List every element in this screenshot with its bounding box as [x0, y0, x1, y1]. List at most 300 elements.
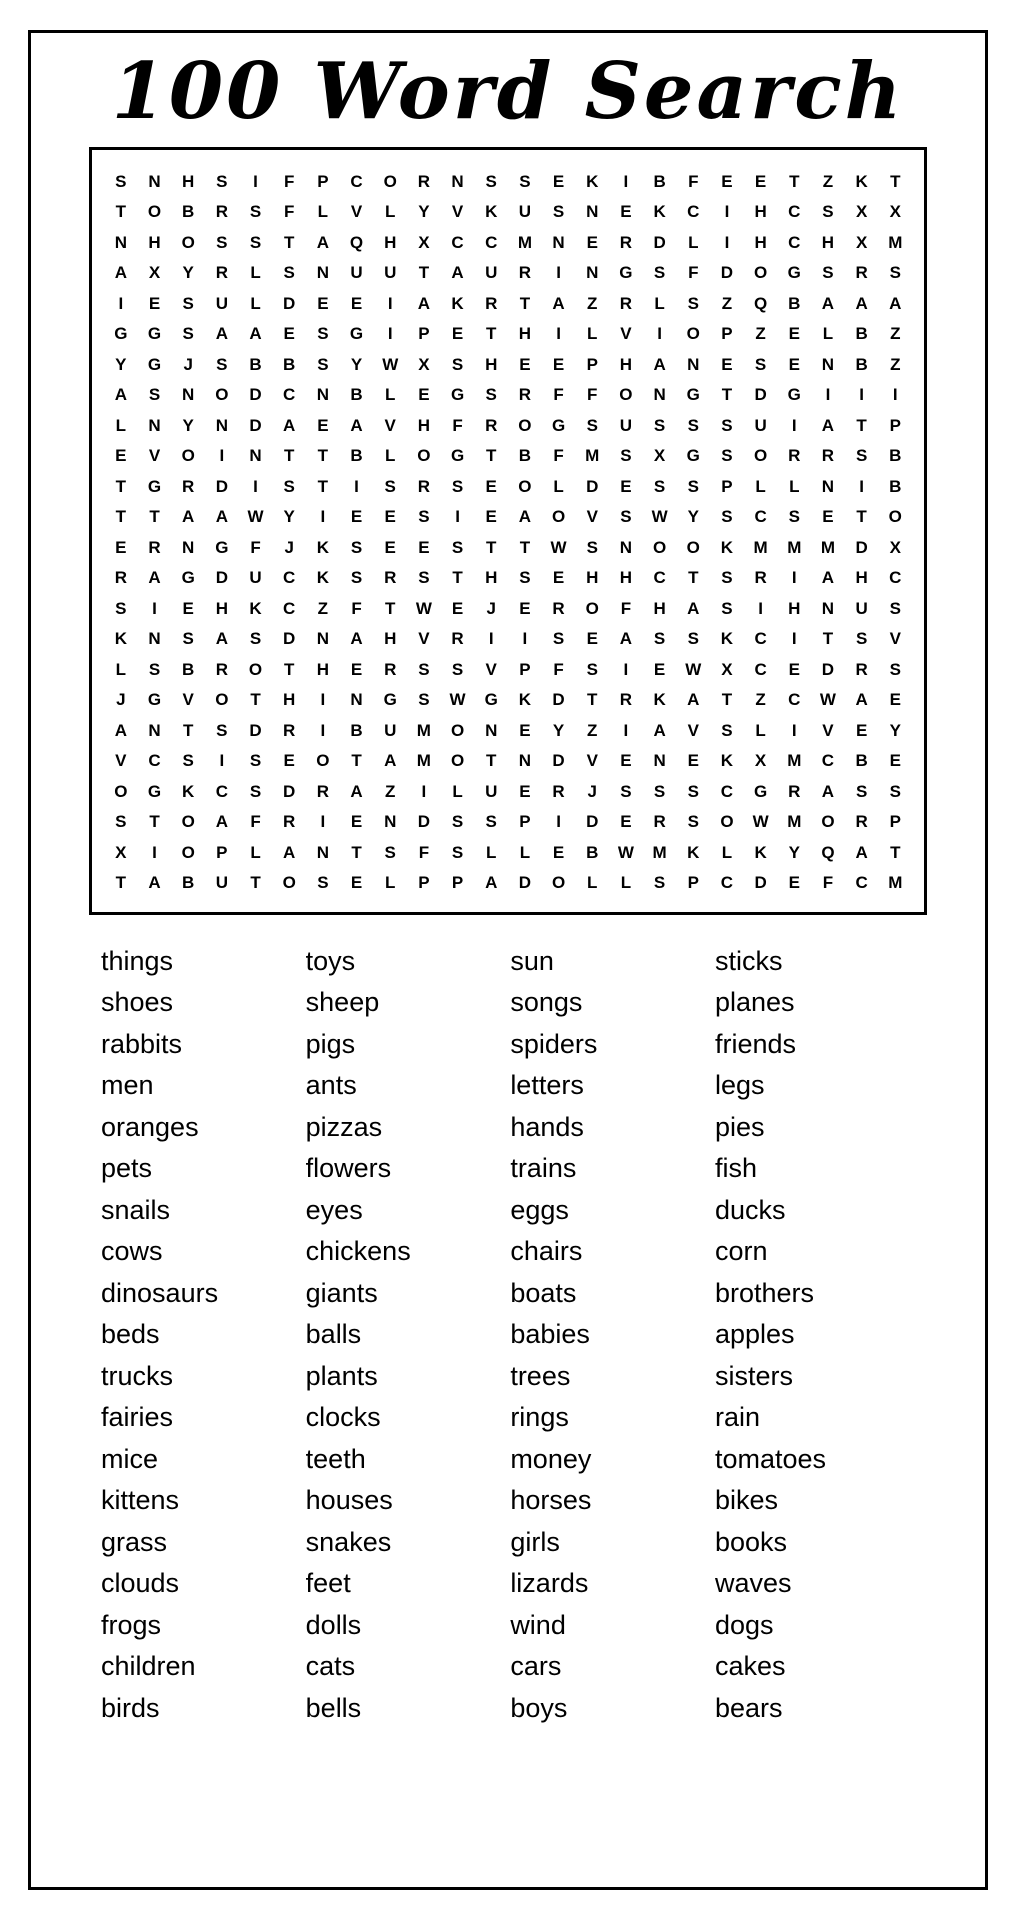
grid-cell: R: [619, 232, 633, 252]
grid-cell: R: [215, 202, 228, 222]
grid-cell: G: [147, 354, 162, 374]
grid-cell: K: [182, 781, 195, 801]
grid-cell: S: [418, 659, 430, 679]
grid-cell: T: [688, 568, 699, 588]
grid-cell: R: [552, 598, 565, 618]
grid-cell: N: [182, 385, 195, 405]
grid-cell: I: [556, 812, 561, 832]
word-list-item: pets: [101, 1153, 153, 1184]
word-list-item: trains: [510, 1153, 577, 1184]
word-list-item: grass: [101, 1526, 168, 1557]
grid-cell: N: [350, 690, 363, 710]
grid-cell: R: [552, 781, 565, 801]
grid-cell: N: [552, 232, 565, 252]
word-list-item: sticks: [714, 945, 783, 976]
grid-row: [104, 166, 912, 197]
grid-cell: E: [552, 354, 565, 374]
grid-cell: E: [620, 751, 632, 771]
grid-cell: A: [249, 324, 262, 344]
grid-cell: O: [551, 507, 566, 527]
grid-cell: I: [623, 171, 629, 191]
grid-cell: D: [754, 385, 767, 405]
grid-cell: F: [553, 385, 564, 405]
grid-cell: H: [619, 568, 633, 588]
grid-cell: A: [283, 842, 296, 862]
grid-cell: E: [384, 537, 396, 557]
grid-cell: O: [147, 202, 162, 222]
grid-cell: H: [417, 415, 431, 435]
grid-cell: G: [787, 385, 801, 405]
grid-cell: R: [485, 415, 498, 435]
word-list-item: flowers: [305, 1153, 392, 1184]
grid-cell: N: [148, 415, 161, 435]
grid-row: [104, 593, 912, 624]
word-list-item: clouds: [101, 1568, 180, 1599]
grid-cell: I: [152, 842, 157, 862]
grid-cell: M: [652, 842, 667, 862]
grid-cell: L: [452, 781, 463, 801]
grid-cell: I: [791, 568, 797, 588]
grid-cell: S: [115, 171, 127, 191]
grid-cell: R: [619, 690, 633, 710]
grid-cell: E: [620, 476, 632, 496]
grid-cell: N: [249, 446, 262, 466]
grid-cell: P: [889, 415, 901, 435]
grid-row: [104, 349, 912, 380]
grid-cell: H: [821, 232, 835, 252]
grid-cell: M: [820, 537, 836, 557]
grid-cell: E: [148, 293, 161, 313]
grid-cell: R: [283, 720, 296, 740]
grid-cell: S: [754, 354, 767, 374]
grid-cell: U: [754, 415, 767, 435]
grid-cell: T: [284, 232, 295, 252]
word-list-item: children: [101, 1651, 196, 1682]
grid-cell: R: [788, 781, 801, 801]
word-search-grid: [89, 147, 927, 915]
grid-cell: B: [855, 751, 868, 771]
grid-cell: W: [247, 507, 264, 527]
grid-cell: R: [653, 812, 666, 832]
grid-cell: T: [486, 537, 497, 557]
grid-cell: S: [418, 507, 430, 527]
grid-cell: O: [686, 537, 700, 557]
grid-cell: N: [619, 537, 633, 557]
grid-cell: O: [417, 446, 431, 466]
grid-cell: E: [721, 354, 733, 374]
grid-cell: S: [687, 293, 699, 313]
grid-cell: S: [687, 476, 699, 496]
grid-cell: P: [519, 659, 531, 679]
grid-cell: U: [215, 293, 228, 313]
grid-cell: S: [519, 171, 531, 191]
grid-cell: H: [619, 354, 633, 374]
word-list-item: pizzas: [305, 1111, 383, 1142]
grid-cell: T: [519, 537, 531, 557]
grid-cell: B: [249, 354, 262, 374]
grid-cell: Z: [587, 720, 598, 740]
grid-cell: S: [552, 629, 565, 649]
grid-cell: H: [283, 690, 296, 710]
grid-cell: S: [687, 812, 699, 832]
grid-cell: N: [821, 598, 835, 618]
grid-cell: O: [585, 598, 599, 618]
word-list-item: eyes: [305, 1194, 363, 1225]
grid-cell: G: [450, 385, 465, 405]
grid-cell: K: [114, 629, 127, 649]
grid-cell: A: [855, 293, 868, 313]
grid-cell: A: [316, 232, 329, 252]
grid-cell: S: [788, 507, 800, 527]
word-list-column: [101, 941, 301, 1877]
grid-cell: G: [619, 263, 633, 283]
grid-cell: C: [215, 781, 228, 801]
grid-cell: E: [620, 812, 632, 832]
grid-cell: S: [451, 476, 464, 496]
grid-cell: S: [855, 781, 868, 801]
grid-cell: T: [351, 842, 362, 862]
grid-cell: T: [351, 751, 362, 771]
grid-cell: U: [518, 202, 532, 222]
grid-cell: E: [317, 415, 329, 435]
grid-cell: A: [821, 781, 835, 801]
grid-cell: D: [754, 873, 767, 893]
grid-cell: C: [754, 659, 767, 679]
grid-cell: T: [721, 690, 733, 710]
word-list-item: frogs: [101, 1609, 162, 1640]
grid-cell: L: [115, 415, 127, 435]
grid-cell: C: [148, 751, 161, 771]
grid-row: [104, 318, 912, 349]
word-list-item: teeth: [305, 1443, 366, 1474]
grid-cell: S: [216, 354, 228, 374]
grid-cell: H: [754, 202, 767, 222]
grid-cell: R: [855, 659, 868, 679]
grid-cell: R: [417, 476, 431, 496]
grid-cell: R: [215, 263, 228, 283]
word-list-item: sheep: [305, 987, 380, 1018]
grid-cell: G: [181, 568, 195, 588]
grid-cell: E: [788, 659, 800, 679]
grid-cell: S: [552, 202, 565, 222]
grid-cell: A: [855, 690, 868, 710]
grid-cell: V: [485, 659, 497, 679]
grid-cell: I: [253, 476, 258, 496]
grid-cell: G: [484, 690, 498, 710]
grid-cell: N: [586, 202, 599, 222]
grid-cell: N: [114, 232, 127, 252]
grid-cell: M: [888, 873, 903, 893]
grid-cell: R: [114, 568, 127, 588]
grid-cell: U: [215, 873, 228, 893]
grid-cell: S: [216, 720, 228, 740]
grid-cell: O: [282, 873, 296, 893]
grid-cell: S: [350, 537, 363, 557]
grid-cell: N: [687, 354, 700, 374]
grid-cell: C: [788, 202, 801, 222]
grid-cell: Q: [821, 842, 835, 862]
grid-cell: V: [350, 202, 363, 222]
grid-cell: H: [788, 598, 801, 618]
grid-cell: S: [216, 171, 228, 191]
grid-cell: L: [755, 720, 766, 740]
grid-cell: L: [250, 293, 261, 313]
grid-cell: V: [115, 751, 127, 771]
grid-cell: J: [183, 354, 193, 374]
grid-cell: E: [620, 202, 632, 222]
grid-cell: T: [486, 324, 497, 344]
grid-cell: Q: [753, 293, 768, 313]
grid-cell: E: [283, 751, 295, 771]
grid-cell: I: [253, 171, 258, 191]
grid-cell: O: [518, 476, 532, 496]
grid-cell: H: [316, 659, 329, 679]
grid-cell: S: [620, 507, 632, 527]
grid-cell: S: [283, 263, 295, 283]
grid-cell: S: [620, 446, 632, 466]
grid-cell: F: [553, 446, 564, 466]
grid-cell: O: [383, 171, 397, 191]
grid-cell: S: [721, 446, 733, 466]
word-list-item: feet: [305, 1568, 351, 1599]
grid-cell: K: [586, 171, 599, 191]
grid-cell: E: [822, 507, 834, 527]
grid-cell: X: [855, 202, 868, 222]
grid-cell: D: [249, 720, 262, 740]
grid-cell: S: [148, 385, 161, 405]
grid-cell: F: [418, 842, 430, 862]
grid-cell: S: [519, 568, 531, 588]
grid-cell: O: [518, 415, 532, 435]
grid-cell: A: [889, 293, 902, 313]
grid-cell: X: [653, 446, 666, 466]
word-list-item: hands: [510, 1111, 584, 1142]
grid-cell: L: [385, 202, 396, 222]
grid-cell: G: [383, 690, 397, 710]
grid-cell: F: [284, 202, 295, 222]
grid-cell: L: [486, 842, 497, 862]
grid-cell: J: [587, 781, 597, 801]
grid-cell: C: [889, 568, 902, 588]
grid-cell: S: [653, 415, 666, 435]
word-list-item: toys: [305, 945, 356, 976]
grid-row: [104, 715, 912, 746]
word-list-item: chickens: [305, 1236, 411, 1267]
grid-cell: L: [755, 476, 766, 496]
grid-cell: S: [182, 629, 194, 649]
grid-cell: J: [284, 537, 294, 557]
grid-cell: X: [148, 263, 161, 283]
grid-cell: I: [724, 232, 730, 252]
grid-cell: E: [687, 751, 699, 771]
grid-cell: T: [115, 507, 127, 527]
word-list-item: trees: [510, 1360, 571, 1391]
grid-cell: Y: [350, 354, 363, 374]
grid-cell: V: [182, 690, 194, 710]
grid-cell: I: [387, 293, 393, 313]
grid-cell: T: [182, 720, 194, 740]
grid-cell: B: [350, 720, 363, 740]
grid-cell: T: [284, 659, 295, 679]
grid-cell: M: [787, 537, 802, 557]
word-list-item: mice: [101, 1443, 159, 1474]
grid-cell: T: [317, 476, 329, 496]
grid-cell: S: [687, 781, 699, 801]
word-list-item: waves: [714, 1568, 792, 1599]
grid-row: [104, 288, 912, 319]
grid-cell: C: [788, 690, 801, 710]
grid-row: [104, 471, 912, 502]
grid-cell: I: [657, 324, 662, 344]
grid-cell: U: [350, 263, 363, 283]
grid-cell: R: [451, 629, 464, 649]
grid-cell: S: [485, 812, 497, 832]
grid-cell: E: [552, 171, 565, 191]
grid-cell: G: [147, 781, 162, 801]
word-list-item: dogs: [714, 1609, 774, 1640]
grid-cell: T: [856, 507, 867, 527]
grid-cell: N: [316, 842, 329, 862]
grid-cell: Y: [788, 842, 800, 862]
grid-cell: T: [115, 873, 127, 893]
grid-cell: T: [418, 263, 430, 283]
grid-cell: L: [822, 324, 834, 344]
grid-cell: R: [855, 812, 868, 832]
grid-cell: P: [216, 842, 228, 862]
page-title: 100 Word Search: [111, 46, 905, 137]
grid-cell: D: [215, 568, 228, 588]
grid-cell: S: [822, 263, 834, 283]
grid-cell: K: [720, 751, 734, 771]
grid-cell: P: [418, 324, 430, 344]
grid-cell: G: [349, 324, 364, 344]
grid-cell: P: [418, 873, 430, 893]
grid-cell: W: [617, 842, 634, 862]
word-list-item: beds: [101, 1319, 160, 1350]
grid-cell: M: [585, 446, 600, 466]
grid-cell: S: [653, 873, 666, 893]
grid-cell: N: [148, 720, 161, 740]
word-list-item: cows: [101, 1236, 163, 1267]
grid-row: [104, 532, 912, 563]
grid-row: [104, 684, 912, 715]
grid-row: [104, 837, 912, 868]
page-frame: [28, 30, 988, 1890]
grid-cell: R: [316, 781, 329, 801]
grid-cell: P: [451, 873, 464, 893]
grid-cell: F: [587, 385, 598, 405]
grid-cell: S: [249, 751, 262, 771]
grid-cell: W: [685, 659, 702, 679]
grid-cell: I: [623, 659, 629, 679]
grid-cell: C: [788, 232, 801, 252]
grid-cell: L: [250, 263, 261, 283]
grid-cell: S: [653, 263, 666, 283]
grid-cell: H: [384, 232, 397, 252]
grid-cell: V: [586, 507, 598, 527]
grid-cell: B: [855, 324, 868, 344]
grid-cell: P: [687, 873, 699, 893]
grid-cell: X: [721, 659, 733, 679]
grid-cell: Z: [822, 171, 834, 191]
grid-cell: G: [686, 385, 700, 405]
grid-cell: H: [485, 568, 498, 588]
grid-cell: T: [822, 629, 834, 649]
grid-row: [104, 867, 912, 898]
word-list-item: letters: [510, 1070, 584, 1101]
word-list-item: bears: [714, 1692, 783, 1723]
grid-cell: T: [317, 446, 329, 466]
grid-row: [104, 806, 912, 837]
grid-cell: K: [720, 629, 734, 649]
grid-cell: C: [283, 568, 296, 588]
grid-cell: S: [317, 873, 329, 893]
grid-row: [104, 257, 912, 288]
word-list-item: fish: [714, 1153, 757, 1184]
grid-cell: E: [485, 507, 497, 527]
grid-cell: I: [320, 720, 326, 740]
grid-cell: E: [586, 629, 598, 649]
grid-cell: B: [889, 476, 902, 496]
grid-cell: L: [250, 842, 261, 862]
grid-cell: H: [485, 354, 498, 374]
grid-cell: C: [720, 873, 734, 893]
grid-cell: E: [418, 385, 430, 405]
grid-cell: A: [148, 873, 161, 893]
grid-cell: E: [519, 354, 531, 374]
grid-cell: I: [219, 446, 225, 466]
grid-cell: B: [586, 842, 599, 862]
grid-cell: D: [249, 415, 262, 435]
word-list-item: wind: [510, 1609, 566, 1640]
grid-cell: A: [350, 629, 363, 649]
grid-cell: A: [653, 720, 666, 740]
grid-cell: O: [215, 385, 229, 405]
grid-cell: A: [215, 324, 228, 344]
grid-cell: S: [451, 659, 464, 679]
grid-cell: S: [889, 659, 901, 679]
grid-cell: P: [721, 476, 733, 496]
grid-cell: E: [855, 720, 868, 740]
grid-cell: C: [451, 232, 464, 252]
grid-cell: S: [148, 659, 161, 679]
word-list-item: pies: [714, 1111, 765, 1142]
grid-cell: G: [215, 537, 229, 557]
grid-cell: E: [788, 354, 800, 374]
grid-cell: L: [721, 842, 733, 862]
grid-cell: V: [620, 324, 632, 344]
grid-cell: G: [686, 446, 700, 466]
grid-cell: C: [855, 873, 868, 893]
grid-cell: I: [488, 629, 494, 649]
grid-cell: K: [518, 690, 532, 710]
grid-cell: M: [416, 751, 431, 771]
grid-cell: R: [182, 476, 195, 496]
grid-cell: U: [249, 568, 262, 588]
grid-cell: I: [825, 385, 831, 405]
grid-cell: E: [350, 659, 363, 679]
grid-cell: O: [686, 324, 700, 344]
grid-cell: A: [350, 781, 363, 801]
grid-cell: B: [182, 202, 195, 222]
grid-cell: E: [350, 812, 363, 832]
word-list-item: horses: [510, 1485, 592, 1516]
word-list-item: lizards: [510, 1568, 589, 1599]
grid-cell: Y: [115, 354, 127, 374]
grid-cell: A: [821, 568, 835, 588]
word-list-item: eggs: [510, 1194, 569, 1225]
grid-cell: C: [653, 568, 666, 588]
